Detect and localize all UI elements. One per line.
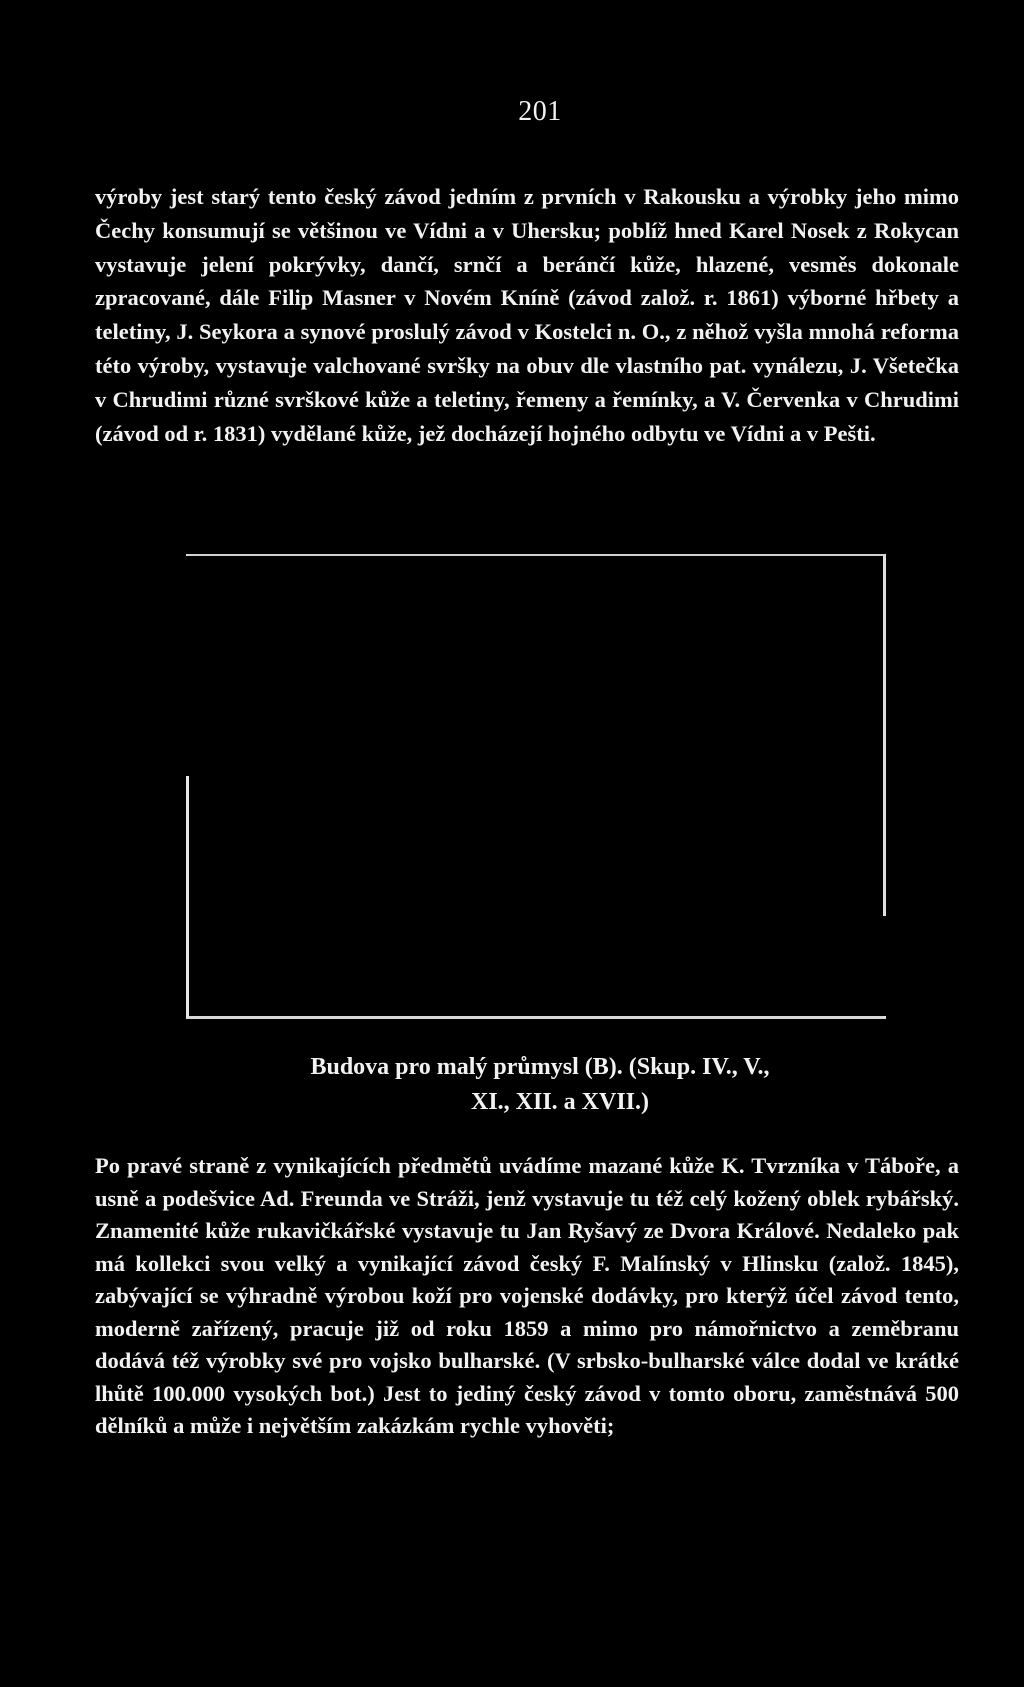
figure-caption-line-2: XI., XII. a XVII.) <box>470 1089 650 1115</box>
body-paragraph-2: Po pravé straně z vynikajících předmětů uvádíme mazané kůže K. Tvrzníka v Táboře, a usně a podešvice Ad. Freunda ve Stráži, jenž vystavuje tu též celý kožený oblek rybářský. Znamenité kůže rukavičkářské vystavuje tu Jan Ryšavý ze Dvora Králové. Nedaleko pak má kollekci svou velký a vynikající závod český F. Malínský v Hlinsku (založ. 1845), zabývající se výhradně výrobou koží pro vojenské dodávky, pro kterýž účel závod tento, moderně zařízený, pracuje již od roku 1859 a mimo pro námořnictvo a zeměbranu dodává též výrobky své pro vojsko bulharské. (V srbsko-bulharské válce dodal ve krátké lhůtě 100.000 vysokých bot.) Jest to jediný český závod v tomto oboru, zaměstnává 500 dělníků a může i největším zakázkám rychle vyhověti; <box>95 1153 959 1438</box>
figure-image <box>189 556 883 1016</box>
figure-image-frame <box>186 554 886 1019</box>
body-paragraph-1: výroby jest starý tento český závod jedním z prvních v Rakousku a výrobky jeho mimo Čechy konsumují se většinou ve Vídni a v Uhersku; poblíž hned Karel Nosek z Rokycan vystavuje jelení pokrývky, dančí, srnčí a beránčí kůže, hlazené, vesměs dokonale zpracované, dále Filip Masner v Novém Kníně (závod založ. r. 1861) výborné hřbety a teletiny, J. Seykora a synové proslulý závod v Kostelci n. O., z něhož vyšla mnohá reforma této výroby, vystavuje valchované svršky na obuv dle vlastního pat. vynálezu, J. Všetečka v Chrudimi různé svrškové kůže a teletiny, řemeny a řemínky, a V. Červenka v Chrudimi (závod od r. 1831) vydělané kůže, jež docházejí hojného odbytu ve Vídni a v Pešti. <box>95 184 959 446</box>
figure-caption-line-1: Budova pro malý průmysl (B). (Skup. IV., V., <box>310 1054 770 1080</box>
page-number: 201 <box>518 96 562 127</box>
figure-caption <box>220 1050 860 1120</box>
